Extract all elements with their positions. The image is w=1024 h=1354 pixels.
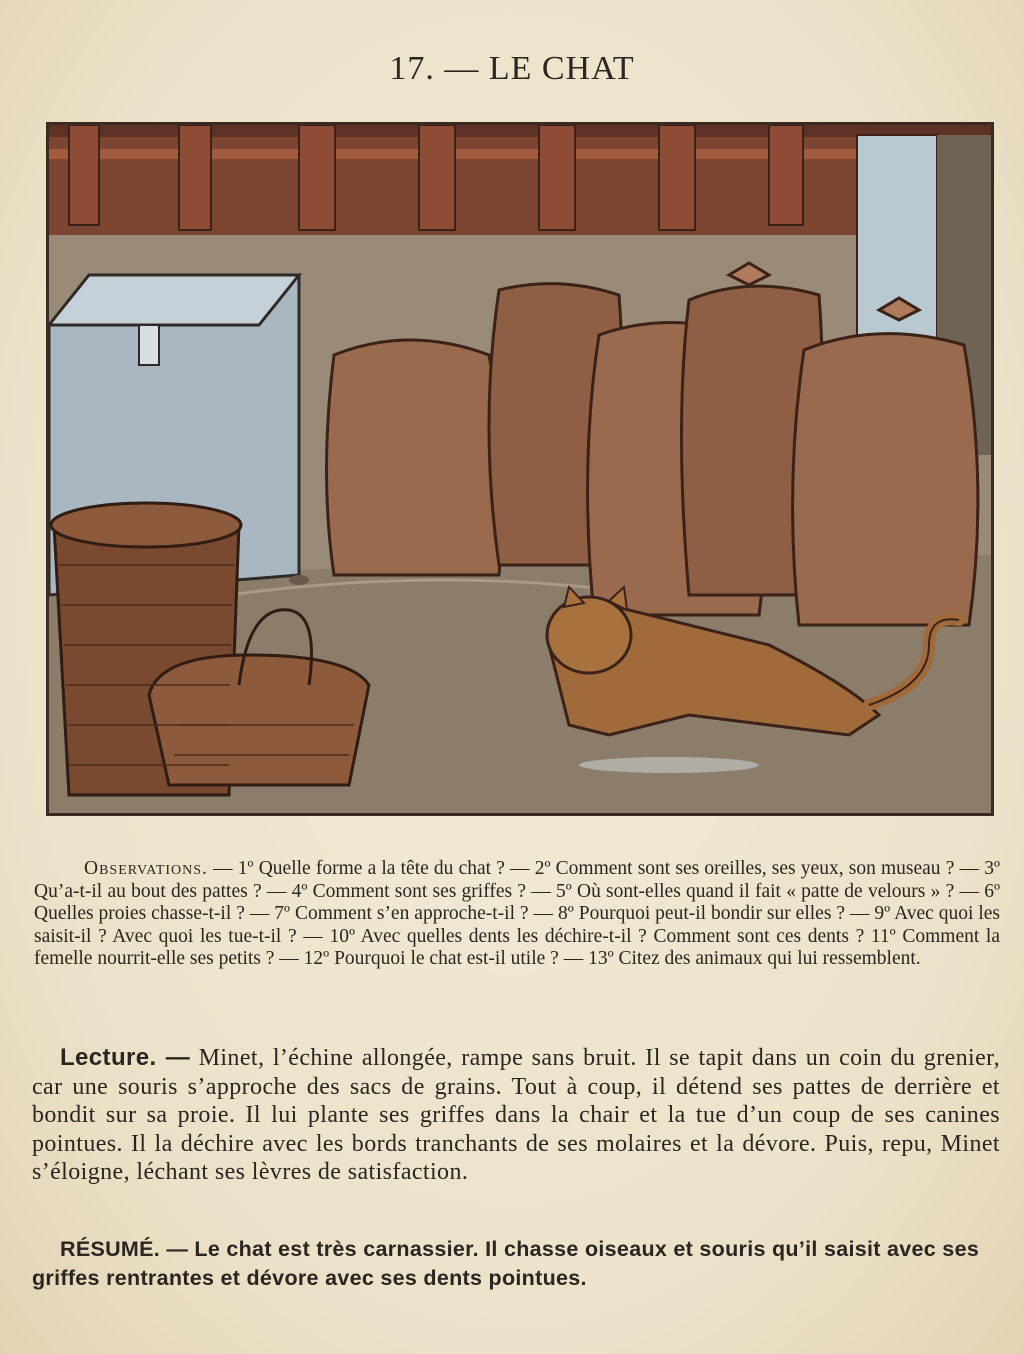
observations-paragraph	[34, 858, 1000, 971]
observations-label: Observations.	[84, 858, 208, 879]
observations-text: — 1º Quelle forme a la tête du chat ? — 2º Comment sont ses oreilles, ses yeux, son museau ? — 3º Qu’a-t-il au bout des pattes ? — 4º Comment sont ses griffes ? — 5º Où sont-elles quand il fait « patte de velours » ? — 6º Quelles proies chasse-t-il ? — 7º Comment s’en approche-t-il ? — 8º Pourquoi peut-il bondir sur elles ? — 9º Avec quoi les saisit-il ? Avec quoi les tue-t-il ? — 10º Avec quelles dents les déchire-t-il ? Comment sont ces dents ? 11º Comment la femelle nourrit-elle ses petits ? — 12º Pourquoi le chat est-il utile ? — 13º Citez des animaux qui lui ressemblent.	[34, 858, 1000, 970]
mouse	[289, 575, 309, 585]
lecture-label: Lecture. —	[60, 1044, 191, 1071]
resume-paragraph: RÉSUMÉ. — Le chat est très carnassier. Il chasse oiseaux et souris qu’il saisit avec ses griffes rentrantes et dévore avec ses dents pointues.	[32, 1237, 980, 1290]
lecture-paragraph	[32, 1044, 1000, 1187]
lecture-text: Minet, l’échine allongée, rampe sans bruit. Il se tapit dans un coin du grenier, car une souris s’approche des sacs de grains. Tout à coup, il détend ses pattes de derrière et bondit sur sa proie. Il lui plante ses griffes dans la chair et la tue d’un coup de ses canines pointues. Il la déchire avec les bords tranchants de ses molaires et la dévore. Puis, repu, Minet s’éloigne, léchant ses lèvres de satisfaction.	[32, 1045, 1000, 1186]
illustration-drawing	[49, 125, 991, 813]
page-title: 17. — LE CHAT	[389, 50, 635, 87]
illustration-cat-attic	[46, 122, 994, 816]
roof-rafters	[69, 125, 803, 230]
